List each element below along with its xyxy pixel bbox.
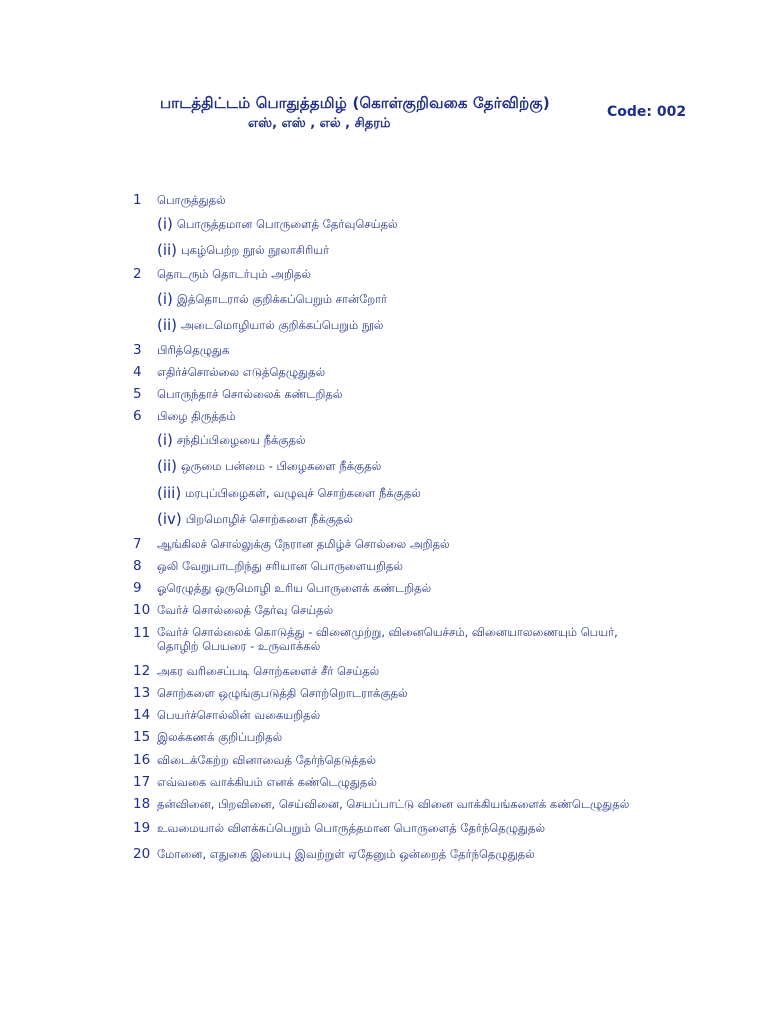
item-text: விடைக்கேற்ற வினாவைத் தேர்ந்தெடுத்தல் [157, 753, 376, 767]
item-number: 6 [133, 408, 142, 424]
item-number: 3 [133, 342, 142, 358]
item-text: அடைமொழியால் குறிக்கப்பெறும் நூல் [181, 318, 384, 332]
item-text: எவ்வகை வாக்கியம் எனக் கண்டெழுதுதல் [157, 775, 377, 789]
item-text: எதிர்ச்சொல்லை எடுத்தெழுதுதல் [157, 365, 326, 379]
item-text: இலக்கணக் குறிப்பறிதல் [157, 730, 283, 744]
item-number: 16 [133, 752, 151, 768]
item-number: 8 [133, 558, 142, 574]
item-text: தன்வினை, பிறவினை, செய்வினை, செயப்பாட்டு வினை வாக்கியங்களைக் கண்டெழுதுதல் [157, 797, 630, 811]
item-number: 1 [133, 192, 142, 208]
page-title: பாடத்திட்டம் பொதுத்தமிழ் (கொள்குறிவகை தேர்விற்கு) [160, 94, 550, 112]
item-text: மரபுப்பிழைகள், வழுவுச் சொற்களை நீக்குதல் [185, 486, 421, 500]
roman-numeral: (ii) [157, 457, 178, 475]
item-number: 17 [133, 774, 151, 790]
item-number: 15 [133, 729, 151, 745]
item-number: 7 [133, 536, 142, 552]
roman-numeral: (ii) [157, 241, 178, 259]
item-text: ஆங்கிலச் சொல்லுக்கு நேரான தமிழ்ச் சொல்லை அறிதல் [157, 537, 450, 551]
item-text: பொருத்துதல் [157, 193, 226, 207]
item-text: பிறமொழிச் சொற்களை நீக்குதல் [185, 512, 353, 526]
roman-numeral: (i) [157, 290, 173, 308]
item-text: புகழ்பெற்ற நூல் நூலாசிரியர் [181, 243, 330, 257]
item-number: 11 [133, 625, 151, 641]
item-number: 18 [133, 796, 151, 812]
item-text: மோனை, எதுகை இயைபு இவற்றுள் ஏதேனும் ஒன்றைத் தேர்ந்தெழுதுதல் [157, 847, 535, 861]
item-number: 4 [133, 364, 142, 380]
item-text: சந்திப்பிழையை நீக்குதல் [176, 433, 306, 447]
item-text: பிரித்தெழுதுக [157, 343, 230, 357]
item-text: வேர்ச் சொல்லைக் கொடுத்து - வினைமுற்று, வினையெச்சம், வினையாலணையும் பெயர், தொழிற் பெயரை - உருவாக்கல் [157, 625, 618, 653]
roman-numeral: (iii) [157, 484, 182, 502]
item-number: 14 [133, 707, 151, 723]
item-text: தொடரும் தொடர்பும் அறிதல் [157, 267, 311, 281]
item-text: உவமையால் விளக்கப்பெறும் பொருத்தமான பொருளைத் தேர்ந்தெழுதுதல் [157, 821, 545, 835]
item-text: அகர வரிசைப்படி சொற்களைச் சீர் செய்தல் [157, 664, 380, 678]
item-text: பொருந்தாச் சொல்லைக் கண்டறிதல் [157, 387, 343, 401]
item-text: ஓரெழுத்து ஒருமொழி உரிய பொருளைக் கண்டறிதல் [157, 581, 432, 595]
item-text: பொருத்தமான பொருளைத் தேர்வுசெய்தல் [176, 217, 398, 231]
item-text: பெயர்ச்சொல்லின் வகையறிதல் [157, 708, 321, 722]
roman-numeral: (i) [157, 431, 173, 449]
roman-numeral: (ii) [157, 316, 178, 334]
item-text: ஒலி வேறுபாடறிந்து சரியான பொருளையறிதல் [157, 559, 403, 573]
roman-numeral: (iv) [157, 510, 182, 528]
item-number: 5 [133, 386, 142, 402]
item-number: 2 [133, 266, 142, 282]
item-number: 9 [133, 580, 142, 596]
item-number: 20 [133, 846, 151, 862]
item-number: 13 [133, 685, 151, 701]
item-text: வேர்ச் சொல்லைத் தேர்வு செய்தல் [157, 603, 334, 617]
item-number: 10 [133, 602, 151, 618]
item-number: 19 [133, 820, 151, 836]
code-label: Code: 002 [607, 104, 687, 120]
page-subtitle: எஸ், எஸ் , எல் , சிதரம் [248, 116, 391, 131]
roman-numeral: (i) [157, 215, 173, 233]
item-text: சொற்களை ஒழுங்குபடுத்தி சொற்றொடராக்குதல் [157, 686, 408, 700]
item-text: இத்தொடரால் குறிக்கப்பெறும் சான்றோர் [176, 292, 388, 306]
item-text: ஒருமை பன்மை - பிழைகளை நீக்குதல் [181, 459, 382, 473]
item-number: 12 [133, 663, 151, 679]
item-text: பிழை திருத்தம் [157, 409, 236, 423]
